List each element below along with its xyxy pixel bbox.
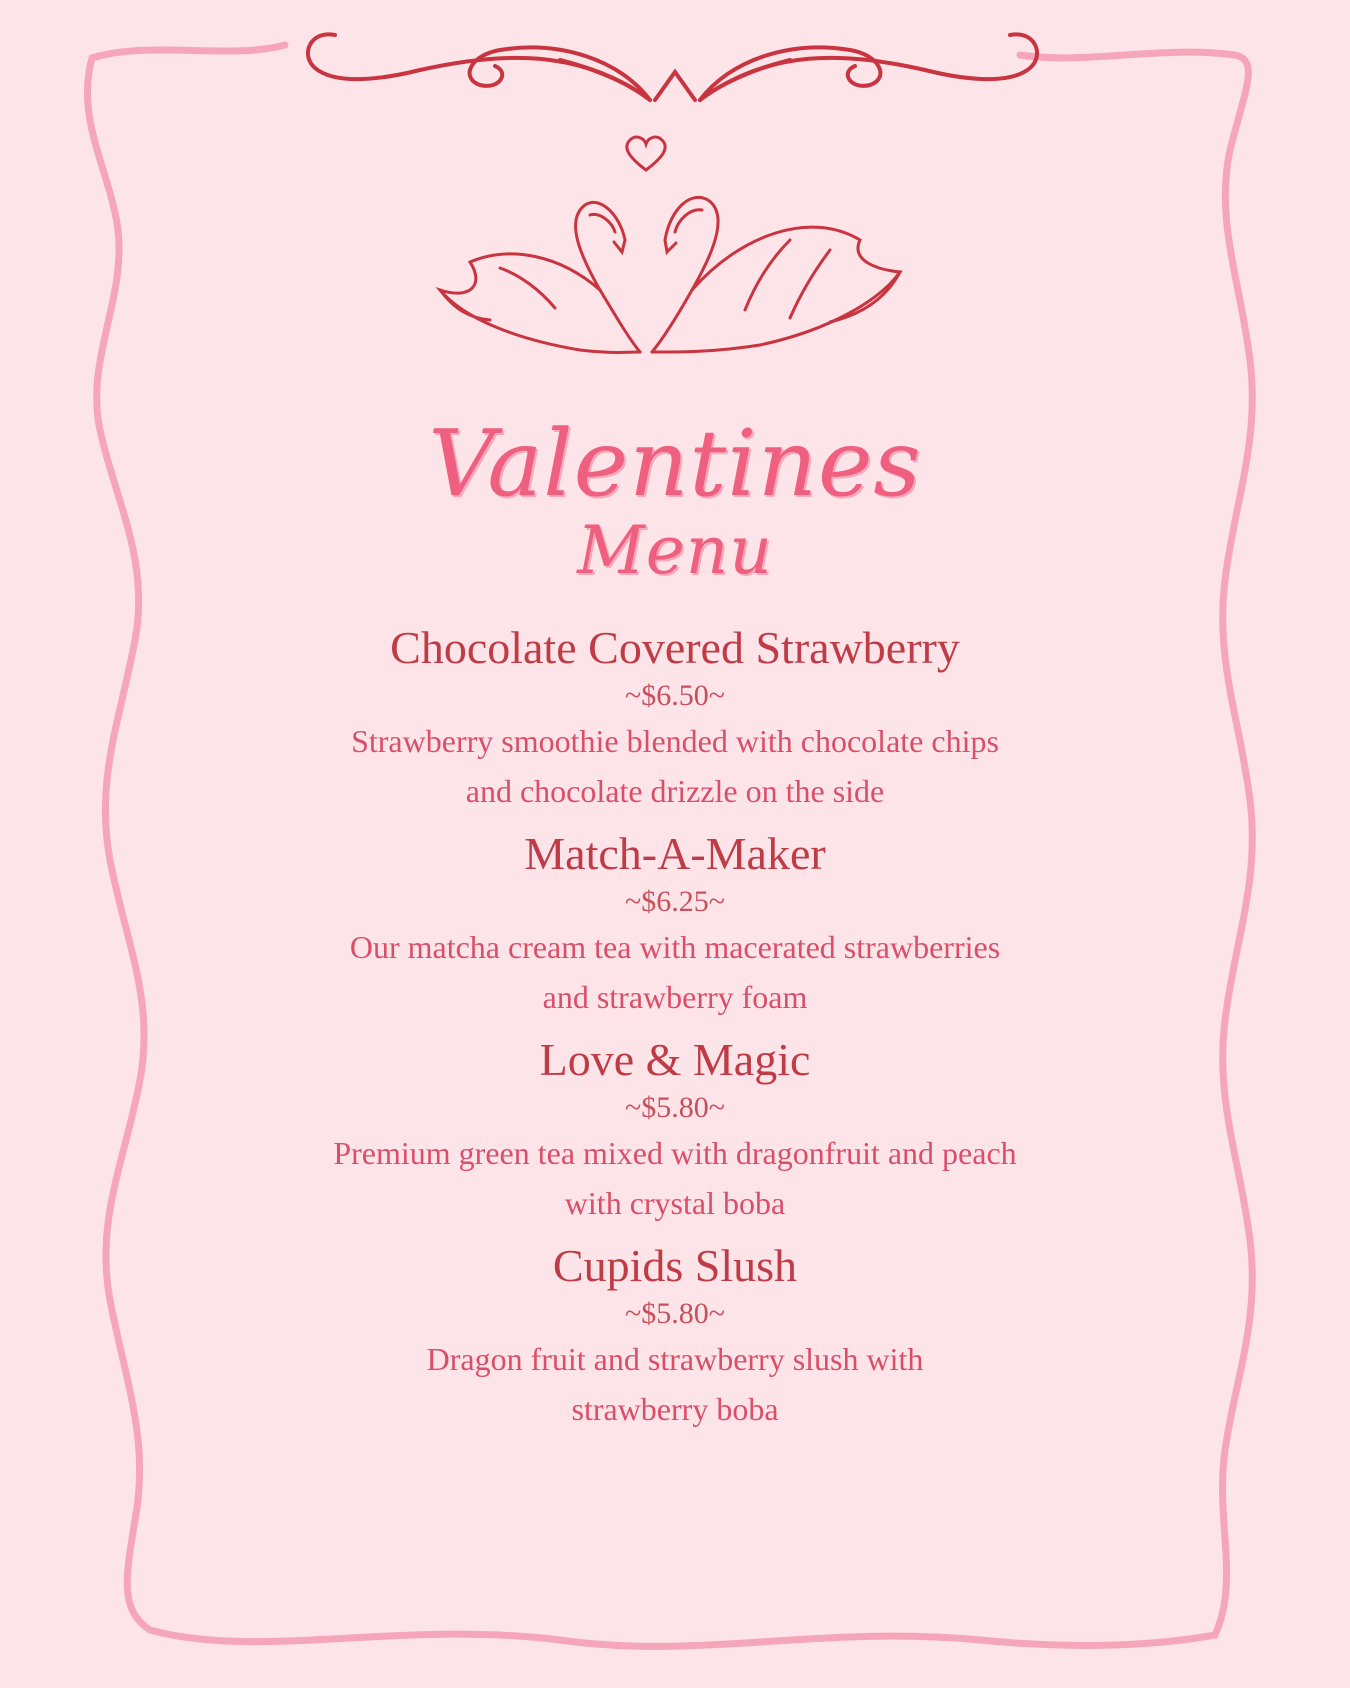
menu-item bbox=[0, 1238, 1350, 1434]
menu-items bbox=[0, 620, 1350, 1434]
item-price: ~$5.80~ bbox=[625, 1091, 725, 1124]
menu-item bbox=[0, 620, 1350, 816]
swans-illustration bbox=[440, 197, 900, 352]
menu-title-valentines: Valentines bbox=[428, 410, 922, 517]
item-name: Love & Magic bbox=[539, 1034, 811, 1085]
item-description-line: Strawberry smoothie blended with chocolate chips bbox=[351, 723, 999, 759]
item-description-line: strawberry boba bbox=[571, 1391, 779, 1427]
item-description-line: Our matcha cream tea with macerated strawberries bbox=[349, 929, 1001, 965]
item-name: Match-A-Maker bbox=[524, 828, 826, 879]
heart-icon bbox=[627, 137, 665, 170]
item-price: ~$6.50~ bbox=[625, 679, 725, 712]
item-description-line: and chocolate drizzle on the side bbox=[465, 773, 885, 809]
item-description-line: and strawberry foam bbox=[542, 979, 808, 1015]
menu-item bbox=[0, 826, 1350, 1022]
item-description-line: Dragon fruit and strawberry slush with bbox=[426, 1341, 924, 1377]
swirl-flourish bbox=[308, 34, 1037, 100]
item-price: ~$5.80~ bbox=[625, 1297, 725, 1330]
item-name: Chocolate Covered Strawberry bbox=[390, 622, 960, 673]
item-name: Cupids Slush bbox=[552, 1240, 798, 1291]
menu-title-menu: Menu bbox=[577, 512, 773, 589]
item-description-line: with crystal boba bbox=[564, 1185, 786, 1221]
item-description-line: Premium green tea mixed with dragonfruit and peach bbox=[333, 1135, 1017, 1171]
menu-item bbox=[0, 1032, 1350, 1228]
item-price: ~$6.25~ bbox=[625, 885, 725, 918]
